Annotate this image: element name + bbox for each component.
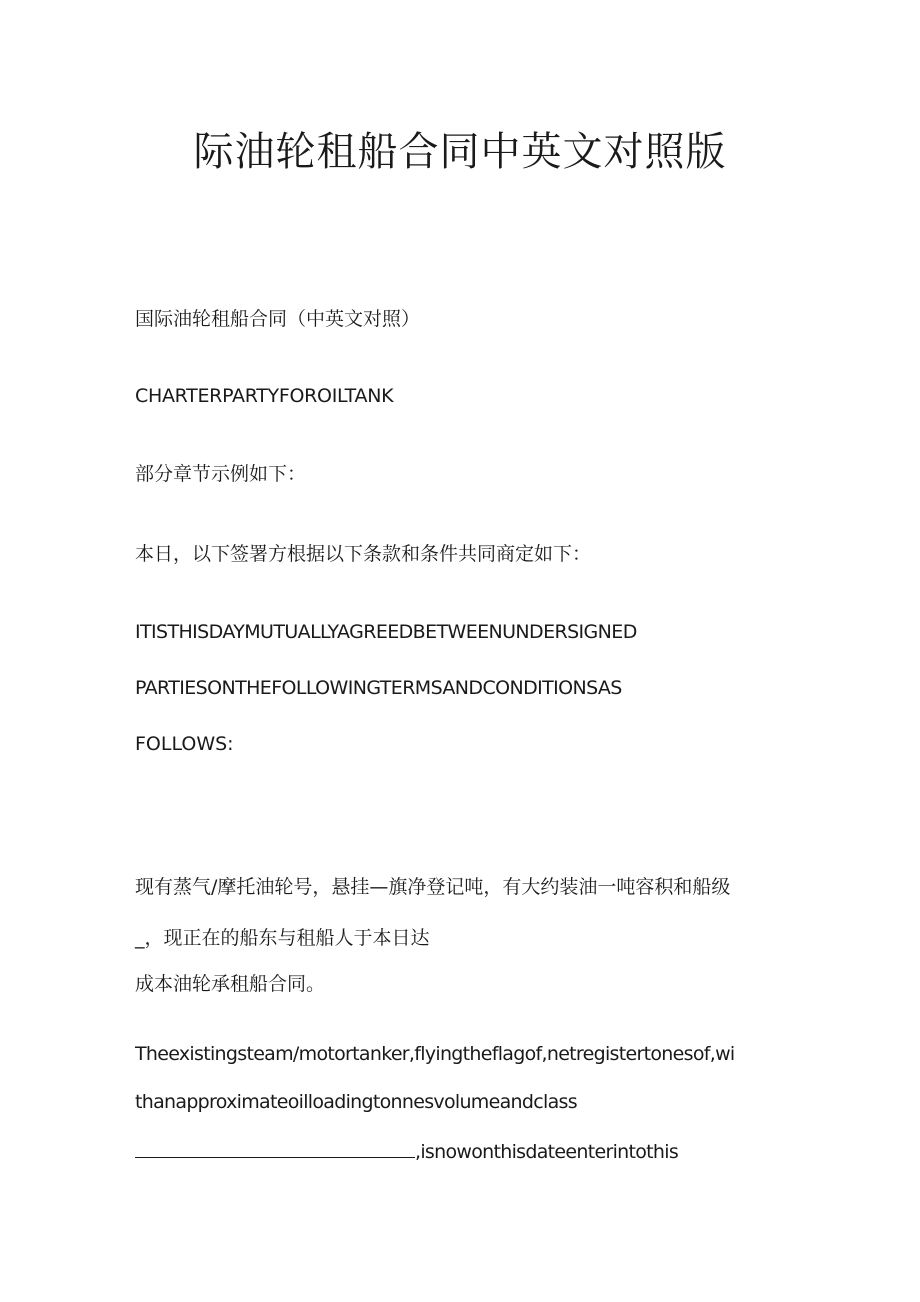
fill-in-blank-line — [135, 1137, 415, 1158]
preamble-chinese: 本日，以下签署方根据以下条款和条件共同商定如下： — [135, 543, 592, 565]
vessel-clause-chinese-line-3: 成本油轮承租船合同。 — [135, 973, 326, 995]
sections-note: 部分章节示例如下： — [135, 463, 307, 485]
vessel-clause-english-line-1: Theexistingsteam/motortanker,flyingtheflagof,netregistertonesof,wi — [135, 1043, 735, 1065]
vessel-clause-english-line-3-text: ,isnowonthisdateenterintothis — [415, 1141, 679, 1163]
vessel-clause-english-line-2: thanapproximateoilloadingtonnesvolumeandclass — [135, 1091, 577, 1113]
preamble-english-line-2: PARTIESONTHEFOLLOWINGTERMSANDCONDITIONSAS — [135, 677, 622, 699]
vessel-clause-chinese-line-2: _，现正在的船东与租船人于本日达 — [135, 927, 430, 949]
subtitle-chinese: 国际油轮租船合同（中英文对照） — [135, 308, 421, 330]
subtitle-english: CHARTERPARTYFOROILTANK — [135, 385, 394, 407]
document-title: 际油轮租船合同中英文对照版 — [193, 129, 727, 175]
preamble-english-line-3: FOLLOWS: — [135, 733, 234, 755]
preamble-english-line-1: ITISTHISDAYMUTUALLYAGREEDBETWEENUNDERSIGNED — [135, 621, 637, 643]
vessel-clause-chinese-line-1: 现有蒸气/摩托油轮号，悬挂—旗净登记吨，有大约装油一吨容积和船级 — [135, 876, 731, 898]
vessel-clause-english-line-3 — [135, 1137, 678, 1165]
